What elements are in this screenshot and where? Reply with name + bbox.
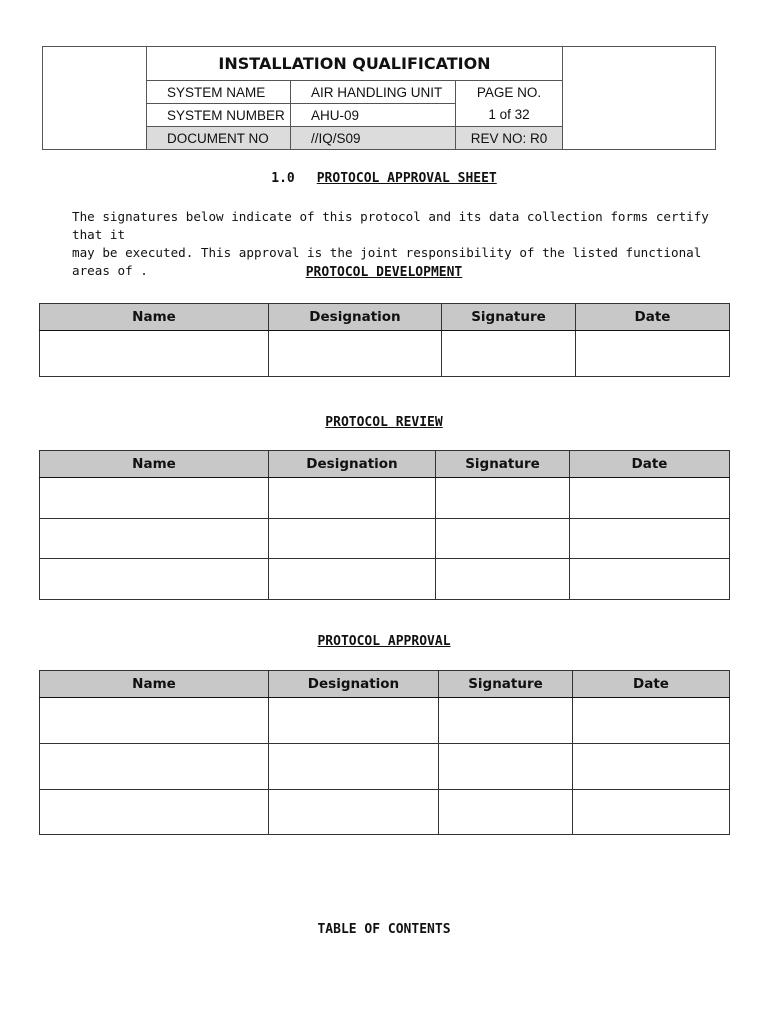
document-no-label: DOCUMENT NO <box>147 127 291 150</box>
signature-cell[interactable] <box>439 744 573 790</box>
col-designation: Designation <box>269 671 439 698</box>
signature-cell[interactable] <box>442 331 576 377</box>
name-cell[interactable] <box>40 744 269 790</box>
col-date: Date <box>570 451 730 478</box>
section-number: 1.0 <box>271 171 295 186</box>
signature-cell[interactable] <box>436 559 570 600</box>
signature-cell[interactable] <box>436 519 570 559</box>
designation-cell[interactable] <box>269 478 436 519</box>
intro-line-1: The signatures below indicate of this protocol and its data collection forms certify that it <box>72 209 709 242</box>
date-cell[interactable] <box>573 698 730 744</box>
date-cell[interactable] <box>570 559 730 600</box>
name-cell[interactable] <box>40 698 269 744</box>
logo-cell-left <box>43 47 147 150</box>
table-row <box>40 698 730 744</box>
signature-cell[interactable] <box>439 790 573 835</box>
date-cell[interactable] <box>576 331 730 377</box>
table-row <box>40 559 730 600</box>
date-cell[interactable] <box>573 790 730 835</box>
col-signature: Signature <box>439 671 573 698</box>
document-no-value: //IQ/S09 <box>291 127 456 150</box>
approval-table <box>39 670 730 835</box>
table-row <box>40 744 730 790</box>
logo-cell-right <box>563 47 716 150</box>
table-row <box>40 331 730 377</box>
development-title: PROTOCOL DEVELOPMENT <box>305 265 463 280</box>
section-title: PROTOCOL APPROVAL SHEET <box>316 171 497 186</box>
table-header-row <box>40 671 730 698</box>
page-no-label: PAGE NO. <box>456 81 563 104</box>
name-cell[interactable] <box>40 790 269 835</box>
date-cell[interactable] <box>570 478 730 519</box>
table-header-row <box>40 304 730 331</box>
document-header <box>42 46 716 150</box>
col-name: Name <box>40 451 269 478</box>
col-designation: Designation <box>269 304 442 331</box>
review-table <box>39 450 730 600</box>
designation-cell[interactable] <box>269 559 436 600</box>
toc-title: TABLE OF CONTENTS <box>317 922 451 937</box>
date-cell[interactable] <box>570 519 730 559</box>
page-no-value: 1 of 32 <box>456 104 563 127</box>
col-signature: Signature <box>442 304 576 331</box>
name-cell[interactable] <box>40 519 269 559</box>
document-title: INSTALLATION QUALIFICATION <box>147 47 563 81</box>
system-name-value: AIR HANDLING UNIT <box>291 81 456 104</box>
rev-no-label: REV NO: R0 <box>456 127 563 150</box>
designation-cell[interactable] <box>269 698 439 744</box>
signature-cell[interactable] <box>439 698 573 744</box>
designation-cell[interactable] <box>269 519 436 559</box>
col-signature: Signature <box>436 451 570 478</box>
name-cell[interactable] <box>40 478 269 519</box>
review-title: PROTOCOL REVIEW <box>325 415 443 430</box>
system-name-label: SYSTEM NAME <box>147 81 291 104</box>
designation-cell[interactable] <box>269 744 439 790</box>
table-row <box>40 519 730 559</box>
system-number-label: SYSTEM NUMBER <box>147 104 291 127</box>
development-table <box>39 303 730 377</box>
col-name: Name <box>40 304 269 331</box>
table-header-row <box>40 451 730 478</box>
intro-line-2: may be executed. This approval is the joint responsibility of the listed functional areas of . <box>72 245 702 278</box>
table-row <box>40 478 730 519</box>
signature-cell[interactable] <box>436 478 570 519</box>
date-cell[interactable] <box>573 744 730 790</box>
designation-cell[interactable] <box>269 331 442 377</box>
col-date: Date <box>576 304 730 331</box>
designation-cell[interactable] <box>269 790 439 835</box>
col-date: Date <box>573 671 730 698</box>
col-designation: Designation <box>269 451 436 478</box>
approval-title: PROTOCOL APPROVAL <box>317 634 451 649</box>
table-row <box>40 790 730 835</box>
name-cell[interactable] <box>40 331 269 377</box>
system-number-value: AHU-09 <box>291 104 456 127</box>
col-name: Name <box>40 671 269 698</box>
section-heading <box>0 171 768 186</box>
name-cell[interactable] <box>40 559 269 600</box>
